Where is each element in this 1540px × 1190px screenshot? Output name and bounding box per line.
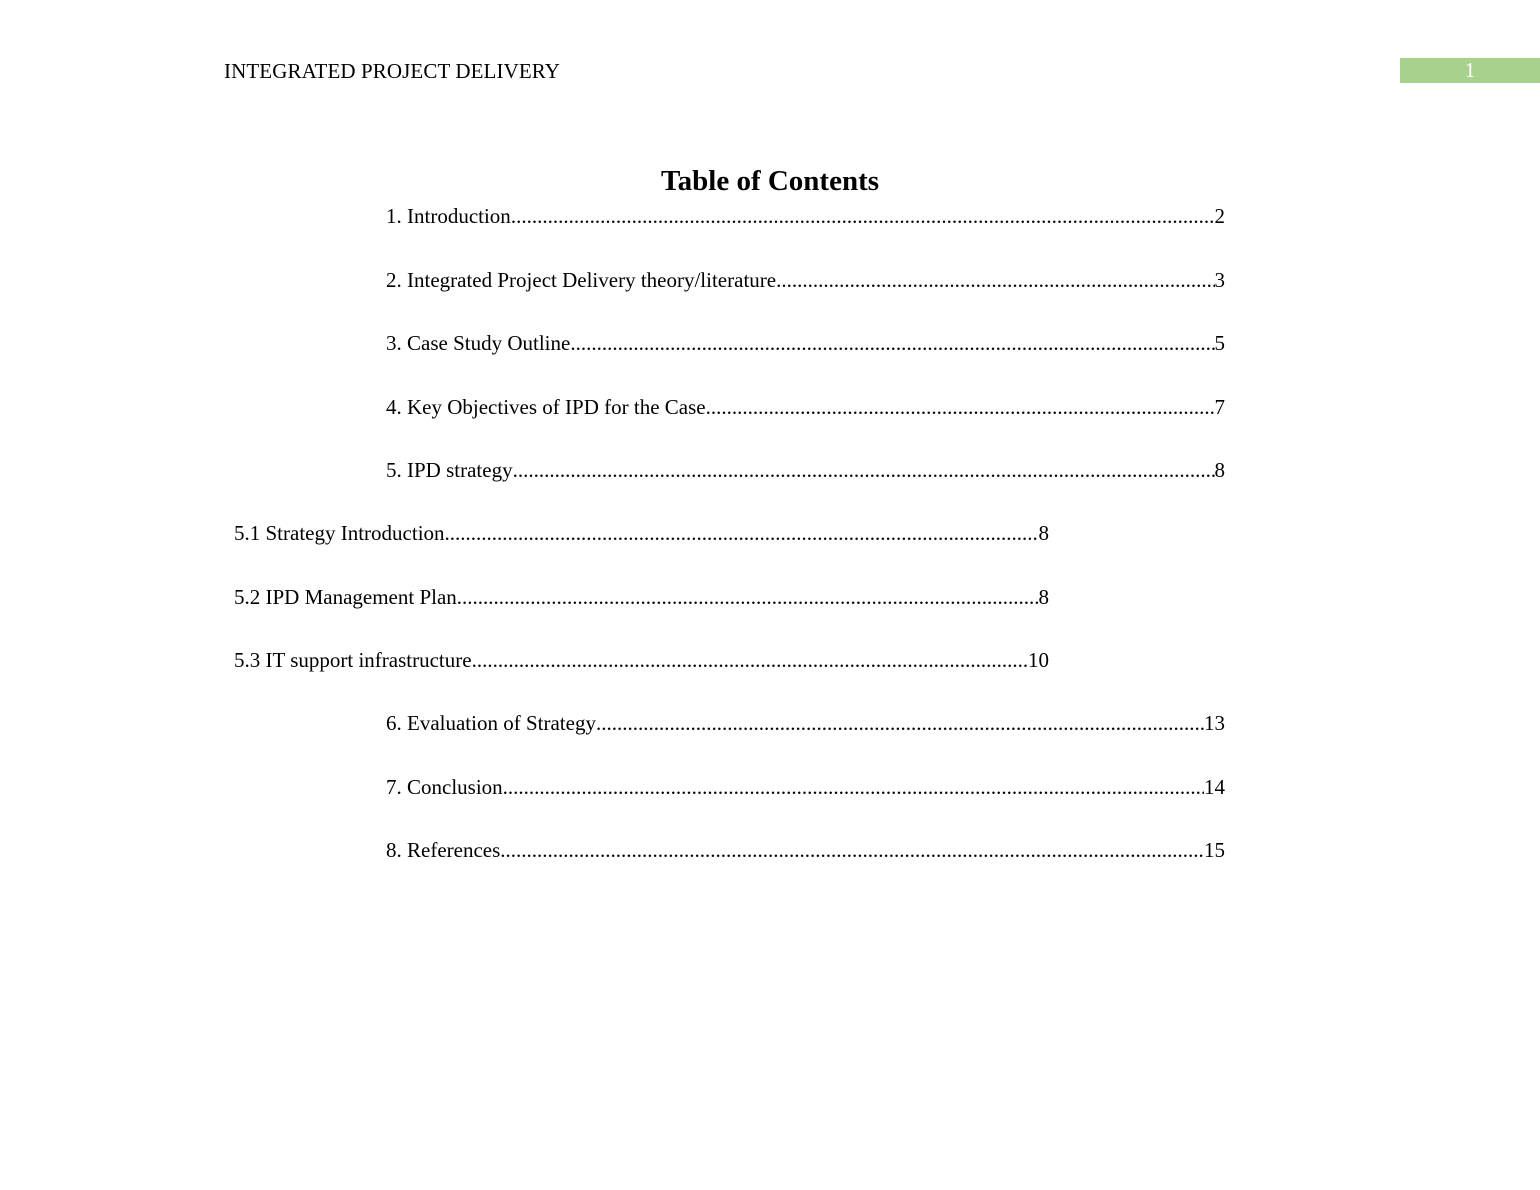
toc-entry-label: 5.3 IT support infrastructure [234,648,472,672]
toc-entry-case-study-outline[interactable] [386,330,1225,356]
toc-entry-label: 7. Conclusion [386,775,503,799]
toc-entry-label: 8. References [386,838,501,862]
toc-dot-leader [472,647,1028,673]
toc-dot-leader [500,837,1204,863]
toc-title: Table of Contents [660,165,880,197]
toc-dot-leader [776,267,1214,293]
toc-entry-label: 2. Integrated Project Delivery theory/literature [386,268,777,292]
toc-entry-ipd-theory[interactable] [386,267,1225,293]
toc-entry-label: 4. Key Objectives of IPD for the Case [386,395,706,419]
toc-entry-page: 8 [1038,521,1049,545]
toc-entry-management-plan[interactable] [234,584,1049,610]
toc-entry-label: 5. IPD strategy [386,458,513,482]
toc-dot-leader [503,774,1204,800]
toc-entry-page: 7 [1214,395,1225,419]
toc-entry-page: 8 [1214,458,1225,482]
toc-entry-evaluation[interactable] [386,710,1225,736]
toc-entry-page: 3 [1214,268,1225,292]
toc-entry-references[interactable] [386,837,1225,863]
toc-entry-ipd-strategy[interactable] [386,457,1225,483]
toc-entry-label: 5.1 Strategy Introduction [234,521,445,545]
toc-entry-strategy-introduction[interactable] [234,520,1049,546]
toc-entry-label: 1. Introduction [386,204,511,228]
toc-entry-page: 2 [1214,204,1225,228]
toc-entry-label: 3. Case Study Outline [386,331,571,355]
toc-dot-leader [706,394,1215,420]
running-head-title: INTEGRATED PROJECT DELIVERY [224,59,560,83]
toc-entry-label: 6. Evaluation of Strategy [386,711,596,735]
toc-entry-page: 13 [1204,711,1225,735]
toc-dot-leader [513,457,1215,483]
toc-entry-it-support[interactable] [234,647,1049,673]
toc-dot-leader [596,710,1204,736]
toc-dot-leader [445,520,1039,546]
toc-dot-leader [511,203,1215,229]
toc-entry-page: 15 [1204,838,1225,862]
toc-entry-page: 14 [1204,775,1225,799]
toc-entry-page: 5 [1214,331,1225,355]
toc-entry-page: 8 [1038,585,1049,609]
toc-entry-key-objectives[interactable] [386,394,1225,420]
toc-dot-leader [457,584,1039,610]
toc-entry-page: 10 [1028,648,1049,672]
toc-entry-introduction[interactable] [386,203,1225,229]
toc-entry-label: 5.2 IPD Management Plan [234,585,457,609]
toc-dot-leader [570,330,1214,356]
page-number-badge: 1 [1400,58,1540,83]
toc-entry-conclusion[interactable] [386,774,1225,800]
